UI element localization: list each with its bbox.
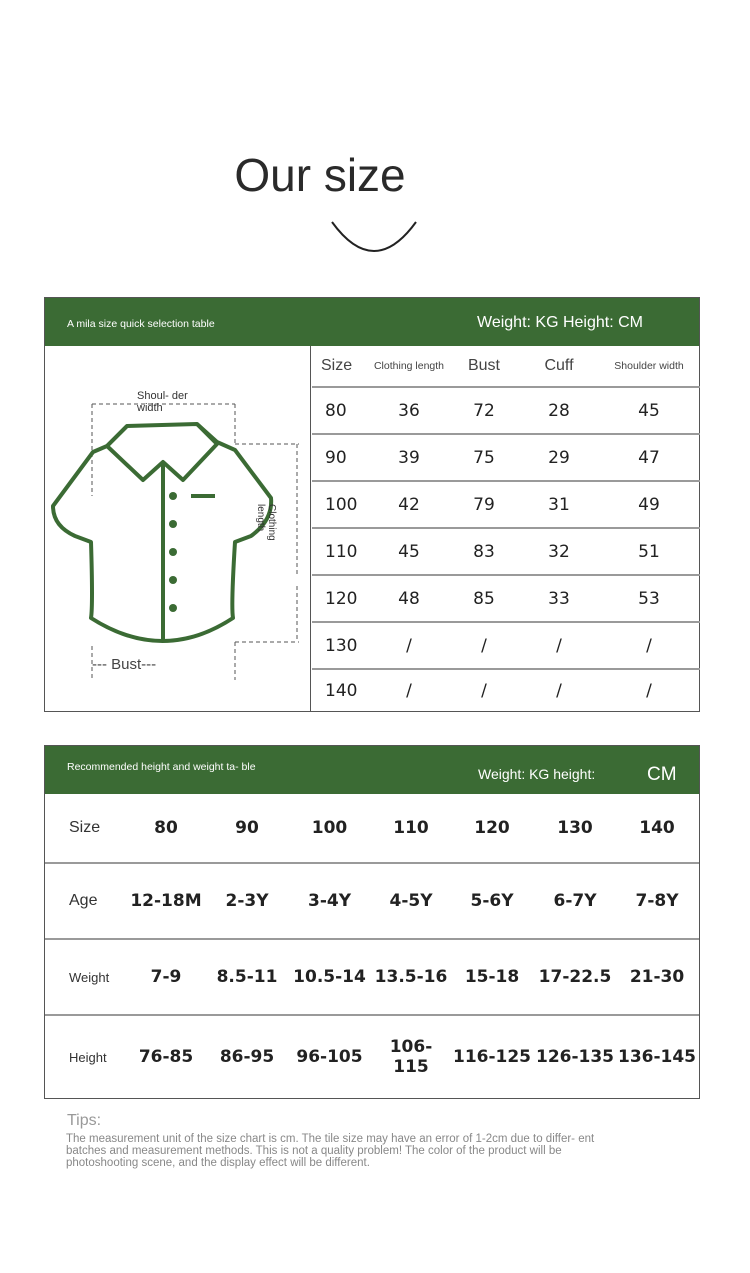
cell-cuff: 28 <box>548 400 570 421</box>
cell-value: 5-6Y <box>470 891 514 911</box>
cell-shoulder: 49 <box>638 494 660 515</box>
header-clothing-length: Clothing length <box>373 360 445 372</box>
size-selection-table <box>44 297 700 712</box>
table-row <box>312 576 700 623</box>
header-size: Size <box>321 357 353 374</box>
cell-value: 6-7Y <box>553 891 597 911</box>
cell-bust: 79 <box>473 494 495 515</box>
cell-value: 140 <box>639 818 675 838</box>
cell-value: 12-18M <box>130 891 202 911</box>
table-row <box>45 864 699 940</box>
page-title: Our size <box>234 149 406 201</box>
row-label-weight: Weight <box>69 969 110 985</box>
cell-value: 130 <box>557 818 593 838</box>
cell-value: 8.5-11 <box>216 967 278 987</box>
smile-decoration <box>330 218 418 258</box>
cell-value: 4-5Y <box>389 891 433 911</box>
cell-cuff: / <box>556 635 562 656</box>
cell-length: 36 <box>398 400 420 421</box>
cell-value: 120 <box>474 818 510 838</box>
cell-cuff: 32 <box>548 541 570 562</box>
cell-bust: 85 <box>473 588 495 609</box>
cell-size: 90 <box>325 447 347 468</box>
cell-size: 110 <box>325 541 358 562</box>
row-label-age: Age <box>69 892 98 909</box>
table2-title: Recommended height and weight ta- ble <box>67 761 256 773</box>
cell-size: 120 <box>325 588 358 609</box>
cell-value: 15-18 <box>464 967 520 987</box>
cell-size: 140 <box>325 681 358 701</box>
table2-unit-cm: CM <box>647 764 677 785</box>
table-row <box>312 435 700 482</box>
table-row <box>312 529 700 576</box>
cell-bust: / <box>481 681 487 701</box>
cell-value: 90 <box>235 818 259 838</box>
cell-value: 86-95 <box>219 1047 275 1067</box>
cell-value: 21-30 <box>629 967 685 987</box>
cell-cuff: 29 <box>548 447 570 468</box>
header-cuff: Cuff <box>544 357 574 374</box>
cell-cuff: 31 <box>548 494 570 515</box>
table1-units: Weight: KG Height: CM <box>477 314 643 331</box>
cell-value: 80 <box>154 818 178 838</box>
cell-bust: 75 <box>473 447 495 468</box>
cell-shoulder: 51 <box>638 541 660 562</box>
shirt-diagram <box>45 346 311 712</box>
cell-value: 100 <box>311 818 348 838</box>
cell-value: 96-105 <box>296 1047 363 1067</box>
table-row <box>312 388 700 435</box>
cell-value: 17-22.5 <box>538 967 612 987</box>
cell-cuff: / <box>556 681 562 701</box>
cell-length: 48 <box>398 588 420 609</box>
cell-shoulder: / <box>646 681 652 701</box>
cell-value: 116-125 <box>452 1047 532 1067</box>
size-grid-header <box>312 346 700 388</box>
table-row <box>45 940 699 1016</box>
cell-value: 10.5-14 <box>293 967 366 987</box>
table-row <box>312 670 700 712</box>
cell-bust: / <box>481 635 487 656</box>
tips-body: The measurement unit of the size chart is cm. The tile size may have an error of 1-2cm due to differ- ent batches and measurement methods. This is not a quality problem! The color of the product will be photoshooting scene, and the display effect will be different. <box>66 1133 595 1169</box>
cell-length: 42 <box>398 494 420 515</box>
cell-shoulder: 45 <box>638 400 660 421</box>
table-row <box>45 1016 699 1098</box>
shoulder-width-label: Shoul- der width <box>137 390 188 414</box>
table1-title: A mila size quick selection table <box>67 318 215 330</box>
cell-bust: 83 <box>473 541 495 562</box>
table-row <box>312 482 700 529</box>
bust-label: --- Bust--- <box>92 656 157 673</box>
cell-shoulder: 47 <box>638 447 660 468</box>
size-grid <box>312 346 700 712</box>
cell-shoulder: / <box>646 635 652 656</box>
cell-length: 45 <box>398 541 420 562</box>
clothing-length-label: Clothing length <box>255 504 277 541</box>
cell-value: 126-135 <box>535 1047 615 1067</box>
cell-value: 136-145 <box>617 1047 697 1067</box>
recommended-height-weight-table <box>44 745 700 1099</box>
cell-value: 106-115 <box>389 1037 433 1077</box>
cell-size: 80 <box>325 400 347 421</box>
cell-value: 7-9 <box>150 967 182 987</box>
table2-header-band <box>45 746 699 794</box>
cell-size: 100 <box>325 494 358 515</box>
cell-value: 3-4Y <box>307 891 352 911</box>
cell-value: 7-8Y <box>635 891 679 911</box>
row-label-size: Size <box>69 819 101 836</box>
row-label-height: Height <box>69 1049 107 1065</box>
cell-bust: 72 <box>473 400 495 421</box>
table-row <box>312 623 700 670</box>
cell-shoulder: 53 <box>638 588 660 609</box>
table2-units: Weight: KG height: <box>478 766 596 782</box>
cell-value: 13.5-16 <box>374 967 448 987</box>
header-shoulder-width: Shoulder width <box>614 360 684 372</box>
tips-title: Tips: <box>67 1112 102 1129</box>
cell-cuff: 33 <box>548 588 570 609</box>
cell-length: 39 <box>398 447 420 468</box>
cell-size: 130 <box>325 635 358 656</box>
cell-value: 110 <box>393 818 429 838</box>
cell-value: 76-85 <box>138 1047 194 1067</box>
table-row <box>45 794 699 864</box>
cell-value: 2-3Y <box>225 891 269 911</box>
cell-length: / <box>406 635 412 656</box>
header-bust: Bust <box>467 357 500 374</box>
recommend-grid <box>45 794 699 1098</box>
cell-length: / <box>406 681 412 701</box>
table1-header-band <box>45 298 699 346</box>
